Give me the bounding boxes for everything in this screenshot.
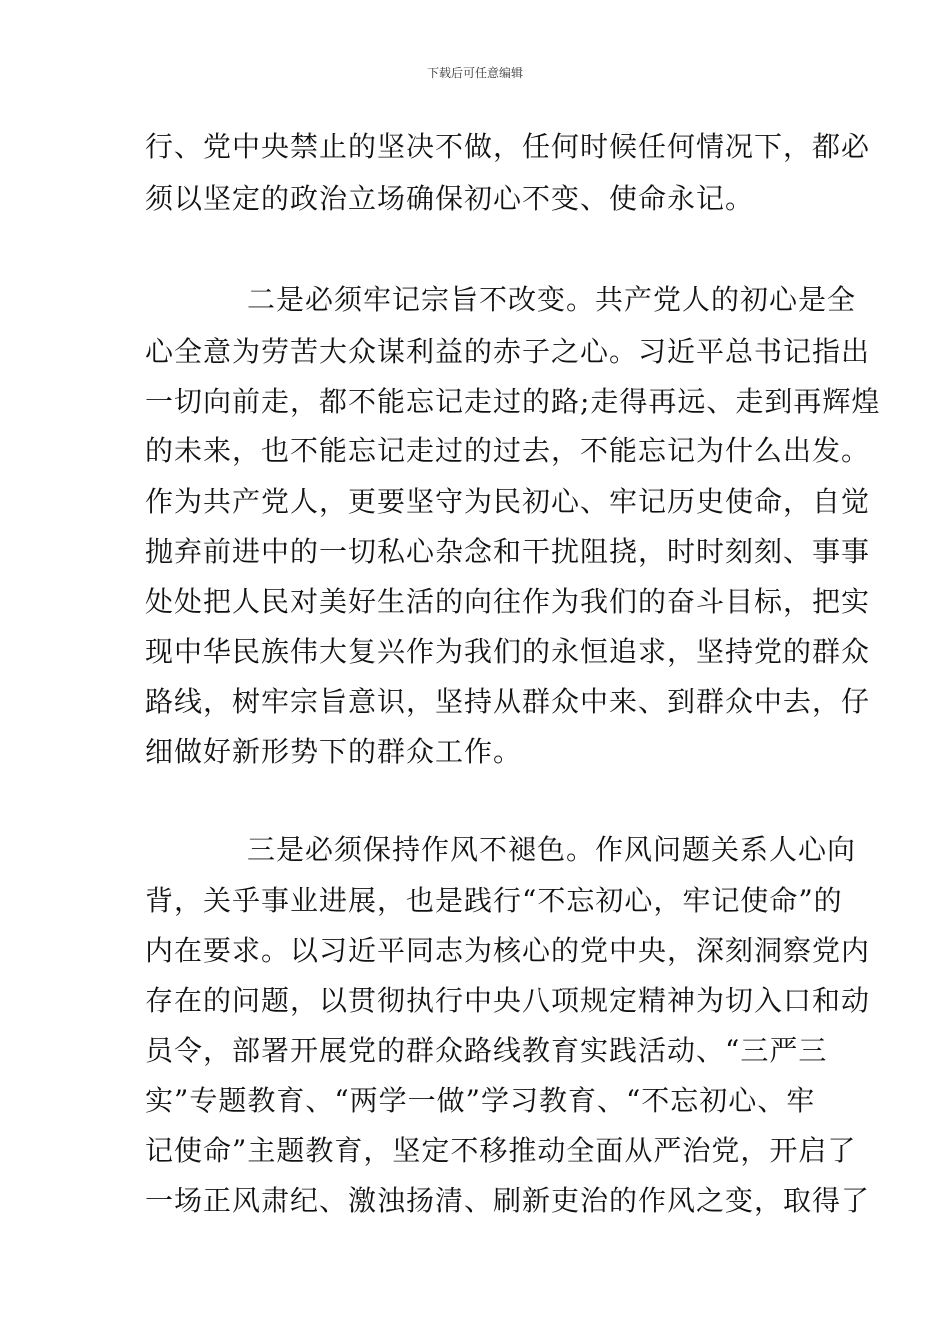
paragraph-2-line-4: 的未来，也不能忘记走过的过去，不能忘记为什么出发。 xyxy=(145,434,871,467)
paragraph-2-line-8: 现中华民族伟大复兴作为我们的永恒追求，坚持党的群众 xyxy=(145,635,871,668)
paragraph-3-line-5: 员令，部署开展党的群众路线教育实践活动、“三严三 xyxy=(145,1034,828,1067)
paragraph-3-line-3: 内在要求。以习近平同志为核心的党中央，深刻洞察党内 xyxy=(145,934,871,967)
paragraph-2-line-3: 一切向前走，都不能忘记走过的路;走得再远、走到再辉煌 xyxy=(145,385,881,418)
paragraph-2-line-6: 抛弃前进中的一切私心杂念和干扰阻挠，时时刻刻、事事 xyxy=(145,535,871,568)
paragraph-1-line-2: 须以坚定的政治立场确保初心不变、使命永记。 xyxy=(145,182,755,215)
paragraph-2-line-1: 二是必须牢记宗旨不改变。共产党人的初心是全 xyxy=(247,283,857,316)
page-header: 下载后可任意编辑 xyxy=(426,66,523,80)
paragraph-2-line-5: 作为共产党人，更要坚守为民初心、牢记历史使命，自觉 xyxy=(145,485,871,518)
paragraph-1-line-1: 行、党中央禁止的坚决不做，任何时候任何情况下，都必 xyxy=(145,130,871,163)
paragraph-3-line-8: 一场正风肃纪、激浊扬清、刷新吏治的作风之变，取得了 xyxy=(145,1184,871,1217)
paragraph-2-line-9: 路线，树牢宗旨意识，坚持从群众中来、到群众中去，仔 xyxy=(145,685,871,718)
paragraph-3-line-7: 记使命”主题教育，坚定不移推动全面从严治党，开启了 xyxy=(145,1134,857,1167)
paragraph-2-line-10: 细做好新形势下的群众工作。 xyxy=(145,735,523,768)
paragraph-3-line-1: 三是必须保持作风不褪色。作风问题关系人心向 xyxy=(247,833,857,866)
paragraph-3-line-2: 背，关乎事业进展，也是践行“不忘初心，牢记使命”的 xyxy=(145,884,843,917)
paragraph-3-line-6: 实”专题教育、“两学一做”学习教育、“不忘初心、牢 xyxy=(145,1084,816,1117)
paragraph-2-line-2: 心全意为劳苦大众谋利益的赤子之心。习近平总书记指出 xyxy=(145,335,871,368)
paragraph-3-line-4: 存在的问题，以贯彻执行中央八项规定精神为切入口和动 xyxy=(145,984,871,1017)
paragraph-2-line-7: 处处把人民对美好生活的向往作为我们的奋斗目标，把实 xyxy=(145,585,871,618)
